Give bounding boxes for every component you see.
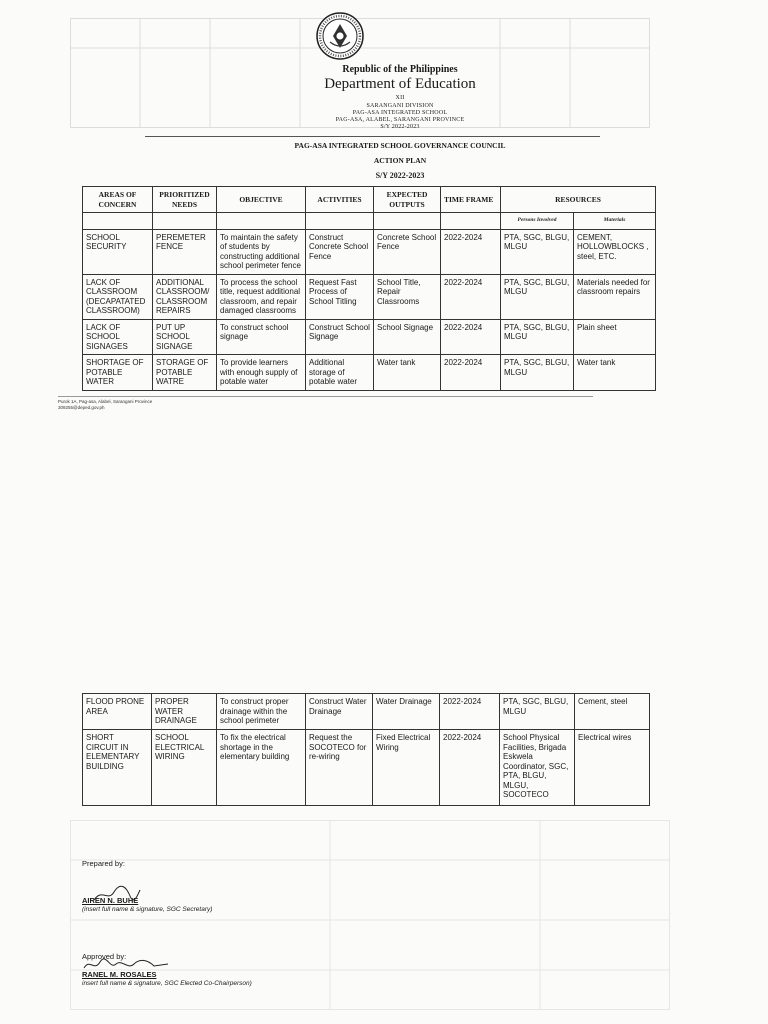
cell-area: LACK OF CLASSROOM (DECAPATATED CLASSROOM) [83, 274, 153, 319]
cell-outputs: School Title, Repair Classrooms [374, 274, 441, 319]
cell-needs: ADDITIONAL CLASSROOM/ CLASSROOM REPAIRS [153, 274, 217, 319]
header-materials: Materials [574, 213, 656, 230]
cell-objective: To construct school signage [217, 319, 306, 355]
action-plan-table-continued [82, 693, 650, 806]
header-activities: ACTIVITIES [306, 187, 374, 213]
cell-materials: Materials needed for classroom repairs [574, 274, 656, 319]
footer-divider [58, 396, 593, 397]
cell-area: LACK OF SCHOOL SIGNAGES [83, 319, 153, 355]
council-title: PAG-ASA INTEGRATED SCHOOL GOVERNANCE COUNCIL [294, 141, 506, 150]
table-row [83, 730, 650, 806]
cell-needs: PEREMETER FENCE [153, 229, 217, 274]
cell-needs: PROPER WATER DRAINAGE [152, 694, 217, 730]
approved-by-name: RANEL M. ROSALES [82, 970, 157, 979]
header-persons: Persons Involved [501, 213, 574, 230]
header-divider [145, 136, 600, 137]
cell-objective: To construct proper drainage within the school perimeter [217, 694, 306, 730]
cell-needs: PUT UP SCHOOL SIGNAGE [153, 319, 217, 355]
cell-time: 2022-2024 [440, 694, 500, 730]
footer-address: Purok 1A, Pag-asa, Alabel, Sarangani Province [58, 399, 153, 404]
table-row [83, 229, 656, 274]
cell-activities: Request the SOCOTECO for re-wiring [306, 730, 373, 806]
department-heading: Department of Education [324, 76, 476, 92]
prepared-by-label: Prepared by: [82, 859, 125, 868]
cell-objective: To process the school title, request additional classroom, and repair damaged classrooms [217, 274, 306, 319]
cell-activities: Additional storage of potable water [306, 355, 374, 391]
prepared-by-role: (insert full name & signature, SGC Secretary) [82, 906, 213, 913]
cell-materials: Water tank [574, 355, 656, 391]
cell-materials: Electrical wires [575, 730, 650, 806]
table-row [83, 355, 656, 391]
cell-materials: Plain sheet [574, 319, 656, 355]
deped-seal-icon [316, 12, 364, 60]
cell-time: 2022-2024 [441, 355, 501, 391]
action-plan-title: ACTION PLAN [373, 156, 427, 165]
cell-time: 2022-2024 [441, 229, 501, 274]
cell-time: 2022-2024 [441, 274, 501, 319]
sy-label: S/Y 2022-2023 [380, 124, 420, 130]
cell-outputs: Fixed Electrical Wiring [373, 730, 440, 806]
header-objective: OBJECTIVE [217, 187, 306, 213]
region-label: XII [395, 95, 405, 101]
cell-time: 2022-2024 [440, 730, 500, 806]
cell-persons: PTA, SGC, BLGU, MLGU [501, 274, 574, 319]
approved-by-label: Approved by: [82, 952, 127, 961]
cell-materials: CEMENT, HOLLOWBLOCKS , steel, ETC. [574, 229, 656, 274]
cell-area: FLOOD PRONE AREA [83, 694, 152, 730]
cell-objective: To provide learners with enough supply of potable water [217, 355, 306, 391]
cell-outputs: Water tank [374, 355, 441, 391]
cell-objective: To fix the electrical shortage in the elementary building [217, 730, 306, 806]
cell-materials: Cement, steel [575, 694, 650, 730]
header-time: TIME FRAME [441, 187, 501, 213]
cell-area: SHORTAGE OF POTABLE WATER [83, 355, 153, 391]
approved-by-role: insert full name & signature, SGC Elected Co-Chairperson) [82, 980, 252, 987]
cell-time: 2022-2024 [441, 319, 501, 355]
cell-needs: SCHOOL ELECTRICAL WIRING [152, 730, 217, 806]
cell-area: SCHOOL SECURITY [83, 229, 153, 274]
cell-activities: Construct School Signage [306, 319, 374, 355]
table-row [83, 694, 650, 730]
header-needs: PRIORITIZED NEEDS [153, 187, 217, 213]
cell-activities: Construct Concrete School Fence [306, 229, 374, 274]
document-sy: S/Y 2022-2023 [375, 171, 425, 180]
prepared-by-name: AIREN N. BUHE [82, 896, 139, 905]
table-header-row [83, 187, 656, 213]
cell-persons: PTA, SGC, BLGU, MLGU [501, 229, 574, 274]
header-resources: RESOURCES [501, 187, 656, 213]
table-row [83, 319, 656, 355]
table-row [83, 274, 656, 319]
header-areas: AREAS OF CONCERN [83, 187, 153, 213]
cell-area: SHORT CIRCUIT IN ELEMENTARY BUILDING [83, 730, 152, 806]
republic-heading: Republic of the Philippines [342, 64, 458, 75]
action-plan-table [82, 186, 656, 391]
cell-needs: STORAGE OF POTABLE WATRE [153, 355, 217, 391]
cell-objective: To maintain the safety of students by constructing additional school perimeter fence [217, 229, 306, 274]
footer-email: 309255@deped.gov.ph [58, 405, 105, 410]
cell-persons: School Physical Facilities, Brigada Eskwela Coordinator, SGC, PTA, BLGU, MLGU, SOCOTECO [500, 730, 575, 806]
cell-outputs: Concrete School Fence [374, 229, 441, 274]
cell-outputs: Water Drainage [373, 694, 440, 730]
header-outputs: EXPECTED OUTPUTS [374, 187, 441, 213]
school-label: PAG-ASA INTEGRATED SCHOOL [352, 110, 448, 116]
table-subheader-row [83, 213, 656, 230]
cell-outputs: School Signage [374, 319, 441, 355]
cell-activities: Construct Water Drainage [306, 694, 373, 730]
cell-persons: PTA, SGC, BLGU, MLGU [500, 694, 575, 730]
address-label: PAG-ASA, ALABEL, SARANGANI PROVINCE [335, 117, 465, 123]
division-label: SARANGANI DIVISION [366, 103, 434, 109]
cell-persons: PTA, SGC, BLGU, MLGU [501, 355, 574, 391]
cell-activities: Request Fast Process of School Titling [306, 274, 374, 319]
cell-persons: PTA, SGC, BLGU, MLGU [501, 319, 574, 355]
